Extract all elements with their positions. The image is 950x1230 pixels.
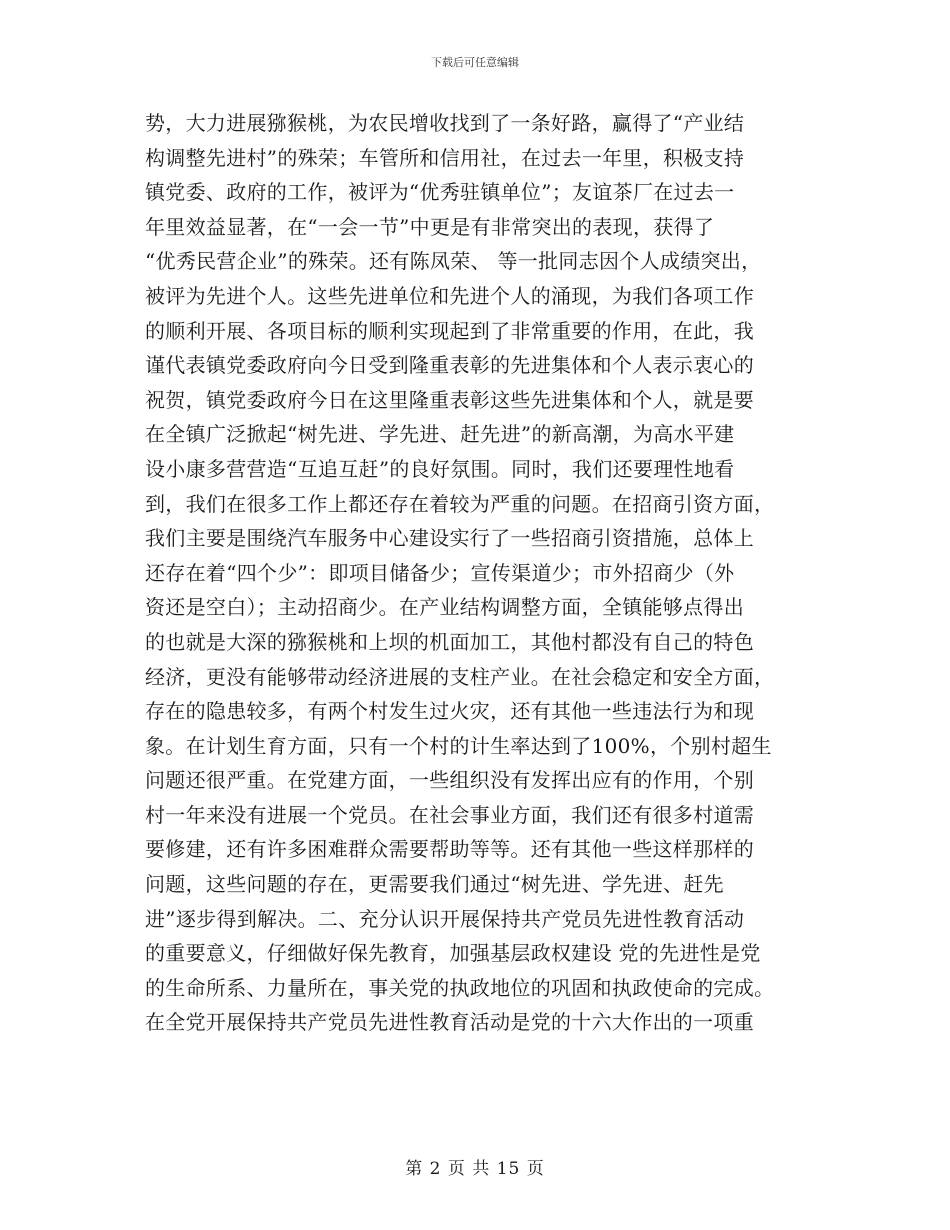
text-line: 经济，更没有能够带动经济进展的支柱产业。在社会稳定和安全方面， (145, 664, 775, 689)
text-line: 我们主要是围绕汽车服务中心建设实行了一些招商引资措施，总体上 (145, 526, 754, 551)
text-line: 象。在计划生育方面，只有一个村的计生率达到了100%，个别村超生 (145, 733, 772, 758)
text-line: 进”逐步得到解决。二、充分认识开展保持共产党员先进性教育活动 (145, 906, 745, 931)
text-line: 设小康多营营造“互追互赶”的良好氛围。同时，我们还要理性地看 (145, 456, 735, 481)
text-line: 的顺利开展、各项目标的顺利实现起到了非常重要的作用，在此，我 (145, 318, 754, 343)
text-line: 的也就是大深的猕猴桃和上坝的机面加工，其他村都没有自己的特色 (145, 629, 754, 654)
text-line: 构调整先进村”的殊荣；车管所和信用社，在过去一年里，积极支持 (145, 145, 745, 170)
text-line: 到，我们在很多工作上都还存在着较为严重的问题。在招商引资方面， (145, 491, 775, 516)
text-line: 的重要意义，仔细做好保先教育，加强基层政权建设 党的先进性是党 (145, 941, 761, 966)
text-line: “优秀民营企业”的殊荣。还有陈凤荣、 等一批同志因个人成绩突出， (145, 249, 762, 274)
text-line: 祝贺，镇党委政府今日在这里隆重表彰这些先进集体和个人，就是要 (145, 387, 754, 412)
text-line: 存在的隐患较多，有两个村发生过火灾，还有其他一些违法行为和现 (145, 699, 754, 724)
body-text (145, 106, 815, 1040)
text-line: 要修建，还有许多困难群众需要帮助等等。还有其他一些这样那样的 (145, 837, 754, 862)
page-number-footer: 第 2 页 共 15 页 (405, 1159, 545, 1179)
text-line: 被评为先进个人。这些先进单位和先进个人的涌现，为我们各项工作 (145, 283, 754, 308)
text-line: 镇党委、政府的工作，被评为“优秀驻镇单位”；友谊茶厂在过去一 (145, 180, 735, 205)
text-line: 年里效益显著，在“一会一节”中更是有非常突出的表现，获得了 (145, 214, 715, 239)
text-line: 在全镇广泛掀起“树先进、学先进、赶先进”的新高潮，为高水平建 (145, 422, 735, 447)
text-line: 的生命所系、力量所在，事关党的执政地位的巩固和执政使命的完成。 (145, 975, 775, 1000)
text-line: 问题还很严重。在党建方面，一些组织没有发挥出应有的作用，个别 (145, 768, 754, 793)
page-header: 下载后可任意编辑 (431, 56, 519, 69)
text-line: 问题，这些问题的存在，更需要我们通过“树先进、学先进、赶先 (145, 872, 724, 897)
text-line: 资还是空白）；主动招商少。在产业结构调整方面，全镇能够点得出 (145, 595, 744, 620)
text-line: 势，大力进展猕猴桃，为农民增收找到了一条好路，赢得了“产业结 (145, 111, 745, 135)
text-line: 谨代表镇党委政府向今日受到隆重表彰的先进集体和个人表示衷心的 (145, 353, 754, 378)
text-line: 还存在着“四个少”：即项目储备少；宣传渠道少；市外招商少（外 (145, 560, 735, 585)
text-line: 在全党开展保持共产党员先进性教育活动是党的十六大作出的一项重 (145, 1010, 754, 1035)
text-line: 村一年来没有进展一个党员。在社会事业方面，我们还有很多村道需 (145, 802, 754, 827)
